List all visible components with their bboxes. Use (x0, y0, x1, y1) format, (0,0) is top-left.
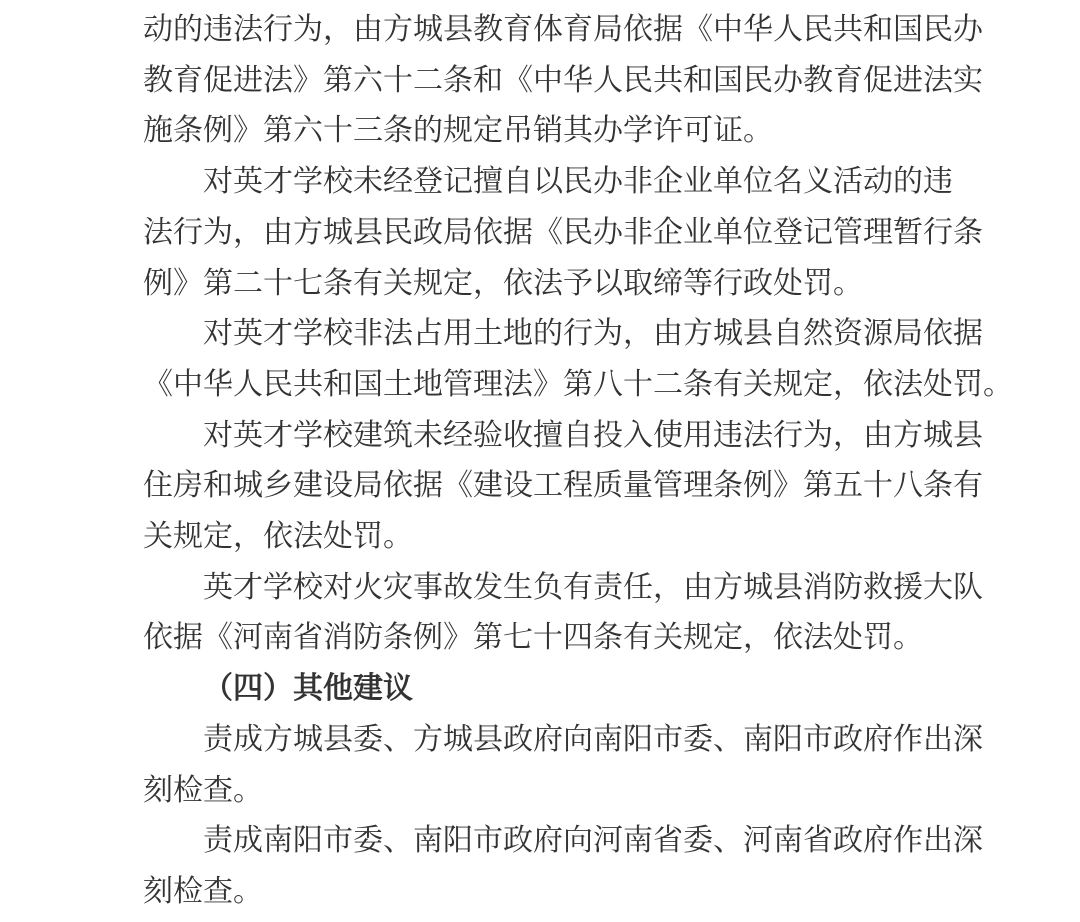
text-line: 关规定，依法处罚。 (143, 520, 413, 554)
text-line: 英才学校对火灾事故发生负有责任，由方城县消防救援大队 (203, 570, 983, 604)
text-line: 刻检查。 (143, 874, 263, 908)
text-line: 《中华人民共和国土地管理法》第八十二条有关规定，依法处罚。 (143, 367, 1013, 401)
text-line: 施条例》第六十三条的规定吊销其办学许可证。 (143, 114, 773, 148)
text-line: 住房和城乡建设局依据《建设工程质量管理条例》第五十八条有 (143, 469, 983, 503)
document-text-block (143, 5, 1013, 918)
text-line: 例》第二十七条有关规定，依法予以取缔等行政处罚。 (143, 266, 863, 300)
text-line: 依据《河南省消防条例》第七十四条有关规定，依法处罚。 (143, 621, 923, 655)
text-line: 法行为，由方城县民政局依据《民办非企业单位登记管理暂行条 (143, 215, 983, 249)
text-line: 刻检查。 (143, 773, 263, 807)
section-heading: （四）其他建议 (203, 672, 413, 706)
text-line: 责成南阳市委、南阳市政府向河南省委、河南省政府作出深 (203, 824, 983, 858)
text-line: 对英才学校未经登记擅自以民办非企业单位名义活动的违 (203, 165, 953, 199)
text-line: 责成方城县委、方城县政府向南阳市委、南阳市政府作出深 (203, 722, 983, 756)
text-line: 对英才学校建筑未经验收擅自投入使用违法行为，由方城县 (203, 418, 983, 452)
text-line: 对英才学校非法占用土地的行为，由方城县自然资源局依据 (203, 317, 983, 351)
text-line: 教育促进法》第六十二条和《中华人民共和国民办教育促进法实 (143, 63, 983, 97)
text-line: 动的违法行为，由方城县教育体育局依据《中华人民共和国民办 (143, 13, 983, 46)
